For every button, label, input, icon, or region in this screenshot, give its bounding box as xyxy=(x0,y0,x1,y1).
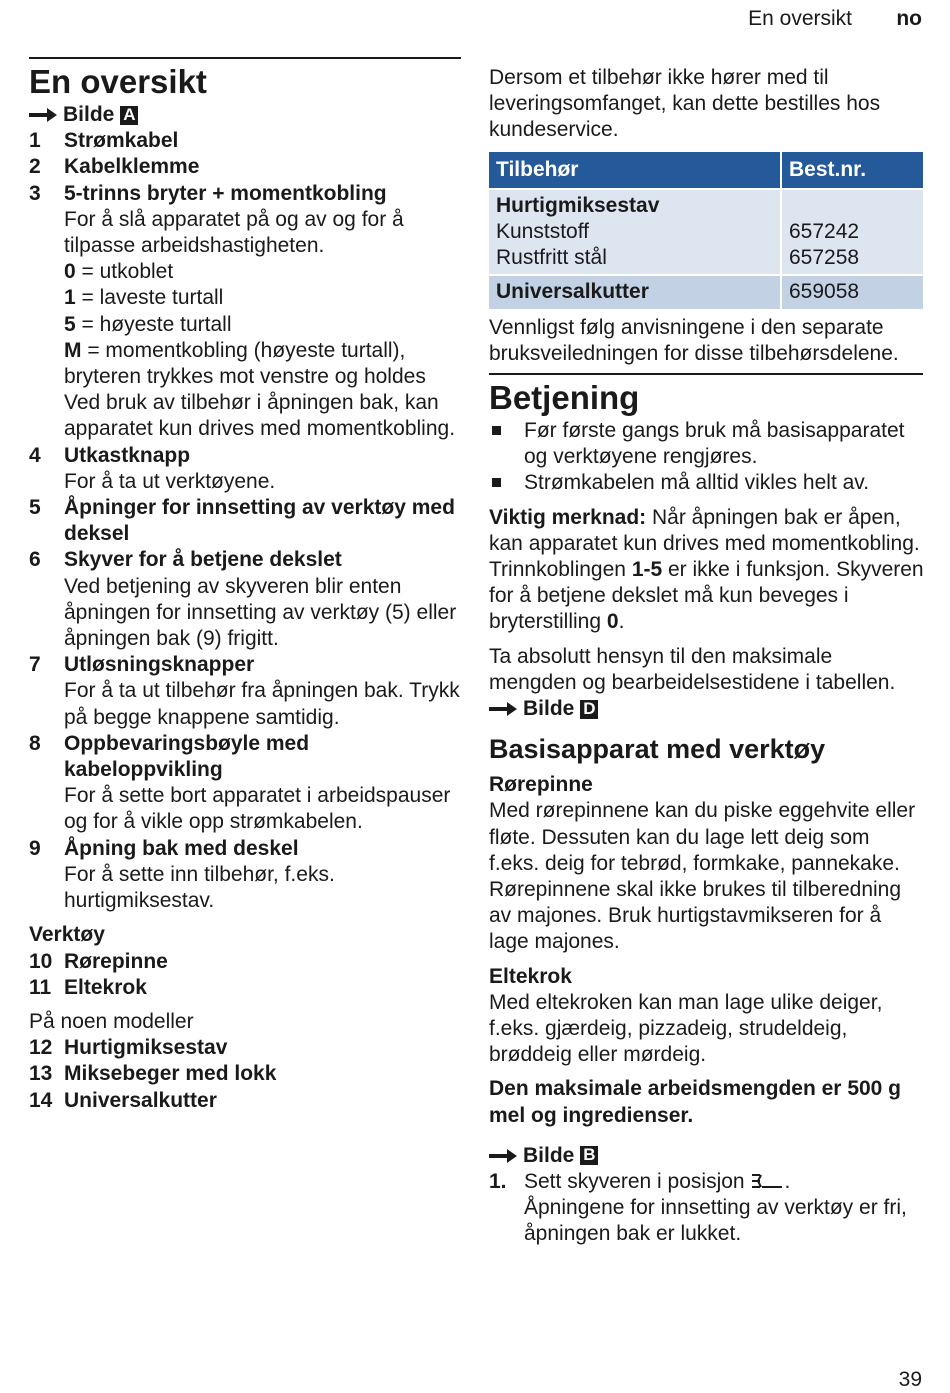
list-item: 11 Eltekrok xyxy=(29,975,147,999)
section-rule-right xyxy=(489,373,923,375)
section-rule-left xyxy=(29,57,461,59)
arrow-right-icon xyxy=(29,108,57,122)
page-title: En oversikt xyxy=(29,63,207,100)
item-note: Ved bruk av tilbehør i åpningen bak, kan apparatet kun drives med momentkobling. xyxy=(64,391,456,441)
accessories-table xyxy=(487,150,925,311)
setting-line: 1 = laveste turtall xyxy=(64,286,224,310)
item-description: For å slå apparatet på og av og for å tilpasse arbeidshastigheten. xyxy=(64,207,404,258)
tool-description: Med eltekroken kan man lage ulike deiger, f.eks. gjærdeig, pizzadeig, strudeldeig, brøddeig eller mørdeig. xyxy=(489,990,883,1067)
left-column xyxy=(29,62,461,1114)
list-item: 10 Rørepinne xyxy=(29,949,168,973)
table-note: Vennligst følg anvisningene i den separate bruksveiledningen for disse tilbehørsdelene. xyxy=(489,315,899,365)
max-note: Ta absolutt hensyn til den maksimale mengden og bearbeidelsestidene i tabellen. xyxy=(489,644,896,694)
list-item: 6 Skyver for å betjene dekslet Ved betjening av skyveren blir enten åpningen for innsetting av verktøy (5) eller åpningen bak (9) frigitt. xyxy=(29,548,457,651)
list-item: 7 Utløsningsknapper For å ta ut tilbehør fra åpningen bak. Trykk på begge knappene samtidig. xyxy=(29,653,460,729)
arrow-right-icon xyxy=(489,702,517,716)
list-item: 9 Åpning bak med deskel For å sette inn tilbehør, f.eks. hurtigmiksestav. xyxy=(29,836,335,913)
bullet-item: Strømkabelen må alltid vikles helt av. xyxy=(489,470,925,496)
right-column xyxy=(489,65,925,367)
figure-letter-badge: D xyxy=(580,700,598,719)
important-note: Viktig merknad: Når åpningen bak er åpen, kan apparatet kun drives med momentkobling. Trinnkoblingen 1-5 er ikke i funksjon. Skyveren for å betjene dekslet må kun beveges i bryterstilling 0. xyxy=(489,505,924,634)
bullet-item: Før første gangs bruk må basisapparatet og verktøyene rengjøres. xyxy=(489,418,925,470)
table-row: Hurtigmiksestav Kunststoff Rustfritt stål 657242 657258 xyxy=(489,190,923,275)
list-item: 4 Utkastknapp For å ta ut verktøyene. xyxy=(29,443,276,493)
step-item: 1. Sett skyveren i posisjon . Åpningene for innsetting av verktøy er fri, åpningen bak er lukket. xyxy=(489,1170,907,1246)
list-item: 3 5-trinns bryter + momentkobling For å slå apparatet på og av og for å tilpasse arbeidshastigheten. 0 = utkoblet 1 = laveste turtall 5 = høyeste turtall M = momentkobling (høyeste turtall), bryteren trykkes mot venstre og holdes Ved bruk av tilbehør i åpningen bak, kan apparatet kun drives med momentkobling. xyxy=(29,181,461,443)
figure-letter-badge: A xyxy=(120,106,138,125)
tool-description: Med rørepinnene kan du piske eggehvite eller fløte. Dessuten kan du lage lett deig som f.eks. deig for tebrød, formkake, pannekake. Rørepinnene skal ikke brukes til tilberedning av majones. Bruk hurtigstavmikseren for å lage majones. xyxy=(489,799,916,954)
list-item: 1 Strømkabel xyxy=(29,129,179,153)
figure-label: Bilde xyxy=(63,103,115,126)
subsection-title: Basisapparat med verktøy xyxy=(489,734,826,765)
list-item: 2 Kabelklemme xyxy=(29,155,200,179)
section-title: Betjening xyxy=(489,379,640,416)
setting-line: M = momentkobling (høyeste turtall), bryteren trykkes mot venstre og holdes xyxy=(64,338,426,389)
max-amount-note: Den maksimale arbeidsmengden er 500 g mel og ingredienser. xyxy=(489,1077,902,1127)
figure-reference: Bilde D xyxy=(489,696,925,722)
tool-heading: Rørepinne xyxy=(489,773,593,797)
table-row: Universalkutter 659058 xyxy=(489,276,923,308)
page-number: 39 xyxy=(898,1368,922,1391)
arrow-right-icon xyxy=(489,1149,517,1163)
list-item: 12 Hurtigmiksestav xyxy=(29,1036,228,1060)
setting-line: 5 = høyeste turtall xyxy=(64,312,232,336)
figure-letter-badge: B xyxy=(580,1146,598,1165)
running-header-title: En oversikt xyxy=(748,7,852,30)
table-header: Tilbehør xyxy=(489,152,780,188)
figure-reference: Bilde B xyxy=(489,1143,925,1169)
models-heading: På noen modeller xyxy=(29,1009,194,1033)
square-bullet-icon xyxy=(489,418,524,470)
list-item: 14 Universalkutter xyxy=(29,1088,217,1112)
table-header: Best.nr. xyxy=(782,152,923,188)
list-item: 8 Oppbevaringsbøyle med kabeloppvikling For å sette bort apparatet i arbeidspauser og for å vikle opp strømkabelen. xyxy=(29,731,451,834)
figure-reference xyxy=(29,102,461,128)
list-item: 5 Åpninger for innsetting av verktøy med deksel xyxy=(29,496,455,546)
tools-heading: Verktøy xyxy=(29,923,105,947)
slider-position-icon xyxy=(750,1172,784,1190)
setting-line: 0 = utkoblet xyxy=(64,260,174,284)
tool-heading: Eltekrok xyxy=(489,964,572,988)
intro-paragraph: Dersom et tilbehør ikke hører med til leveringsomfanget, kan dette bestilles hos kundeservice. xyxy=(489,66,881,142)
right-column-operation xyxy=(489,378,925,1248)
item-title: 5-trinns bryter + momentkobling xyxy=(64,181,387,205)
language-code: no xyxy=(896,7,922,30)
list-item: 13 Miksebeger med lokk xyxy=(29,1062,277,1086)
square-bullet-icon xyxy=(489,470,524,496)
